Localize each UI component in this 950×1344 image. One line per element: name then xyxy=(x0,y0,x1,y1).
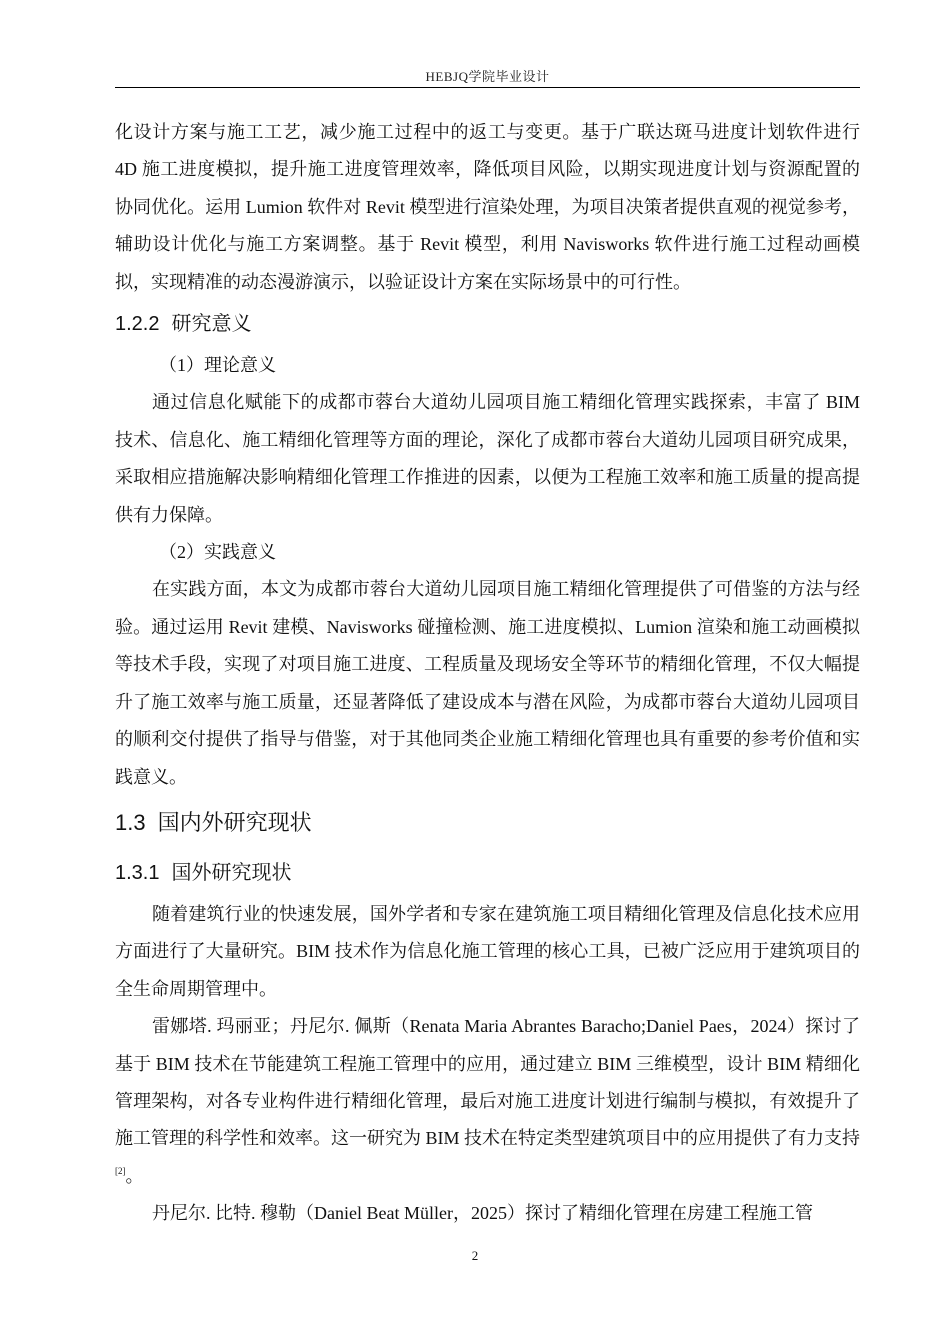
paragraph-intro: 化设计方案与施工工艺，减少施工过程中的返工与变更。基于广联达斑马进度计划软件进行 4D 施工进度模拟，提升施工进度管理效率，降低项目风险，以期实现进度计划与资源配置的协同优化。运用 Lumion 软件对 Revit 模型进行渲染处理，为项目决策者提供直观的视觉参考，辅助设计优化与施工方案调整。基于 Revit 模型，利用 Navisworks 软件进行施工过程动画模拟，实现精准的动态漫游演示，以验证设计方案在实际场景中的可行性。 xyxy=(115,122,860,292)
section-heading-1-3 xyxy=(115,796,860,850)
paragraph-foreign-3: 丹尼尔. 比特. 穆勒（Daniel Beat Müller，2025）探讨了精细化管理在房建工程施工管 xyxy=(152,1203,813,1224)
section-title: 国外研究现状 xyxy=(171,861,292,884)
citation-marker: [2] xyxy=(115,1165,126,1176)
section-number: 1.2.2 xyxy=(115,313,160,336)
section-number: 1.3 xyxy=(115,809,146,835)
subheading-practice: （2）实践意义 xyxy=(159,542,276,563)
paragraph-practice: 在实践方面，本文为成都市蓉台大道幼儿园项目施工精细化管理提供了可借鉴的方法与经验。通过运用 Revit 建模、Navisworks 碰撞检测、施工进度模拟、Lumion 渲染和施工动画模拟等技术手段，实现了对项目施工进度、工程质量及现场安全等环节的精细化管理，不仅大幅提升了施工效率与施工质量，还显著降低了建设成本与潜在风险，为成都市蓉台大道幼儿园项目的顺利交付提供了指导与借鉴，对于其他同类企业施工精细化管理也具有重要的参考价值和实践意义。 xyxy=(115,579,860,787)
section-heading-1-3-1 xyxy=(115,850,860,896)
paragraph-foreign-2 xyxy=(115,1008,860,1195)
section-heading-1-2-2 xyxy=(115,301,860,347)
page-number: 2 xyxy=(471,1248,479,1263)
page-body xyxy=(115,114,860,1233)
paragraph-theory: 通过信息化赋能下的成都市蓉台大道幼儿园项目施工精细化管理实践探索，丰富了 BIM 技术、信息化、施工精细化管理等方面的理论，深化了成都市蓉台大道幼儿园项目研究成果，采取相应措施解决影响精细化管理工作推进的因素，以便为工程施工效率和施工质量的提高提供有力保障。 xyxy=(115,392,860,525)
paragraph-text: 雷娜塔. 玛丽亚；丹尼尔. 佩斯（Renata Maria Abrantes Baracho;Daniel Paes，2024）探讨了基于 BIM 技术在节能建筑工程施工管理中的应用，通过建立 BIM 三维模型，设计 BIM 精细化管理架构，对各专业构件进行精细化管理，最后对施工进度计划进行编制与模拟，有效提升了施工管理的科学性和效率。这一研究为 BIM 技术在特定类型建筑项目中的应用提供了有力支持 xyxy=(115,1016,861,1149)
section-title: 研究意义 xyxy=(171,313,252,336)
section-title: 国内外研究现状 xyxy=(157,809,312,835)
paragraph-foreign-1: 随着建筑行业的快速发展，国外学者和专家在建筑施工项目精细化管理及信息化技术应用方面进行了大量研究。BIM 技术作为信息化施工管理的核心工具，已被广泛应用于建筑项目的全生命周期管理中。 xyxy=(115,903,860,999)
paragraph-end: 。 xyxy=(125,1165,144,1186)
page-header: HEBJQ学院毕业设计 xyxy=(425,69,550,84)
header-divider xyxy=(115,87,860,88)
section-number: 1.3.1 xyxy=(115,861,160,884)
subheading-theory: （1）理论意义 xyxy=(159,355,276,376)
